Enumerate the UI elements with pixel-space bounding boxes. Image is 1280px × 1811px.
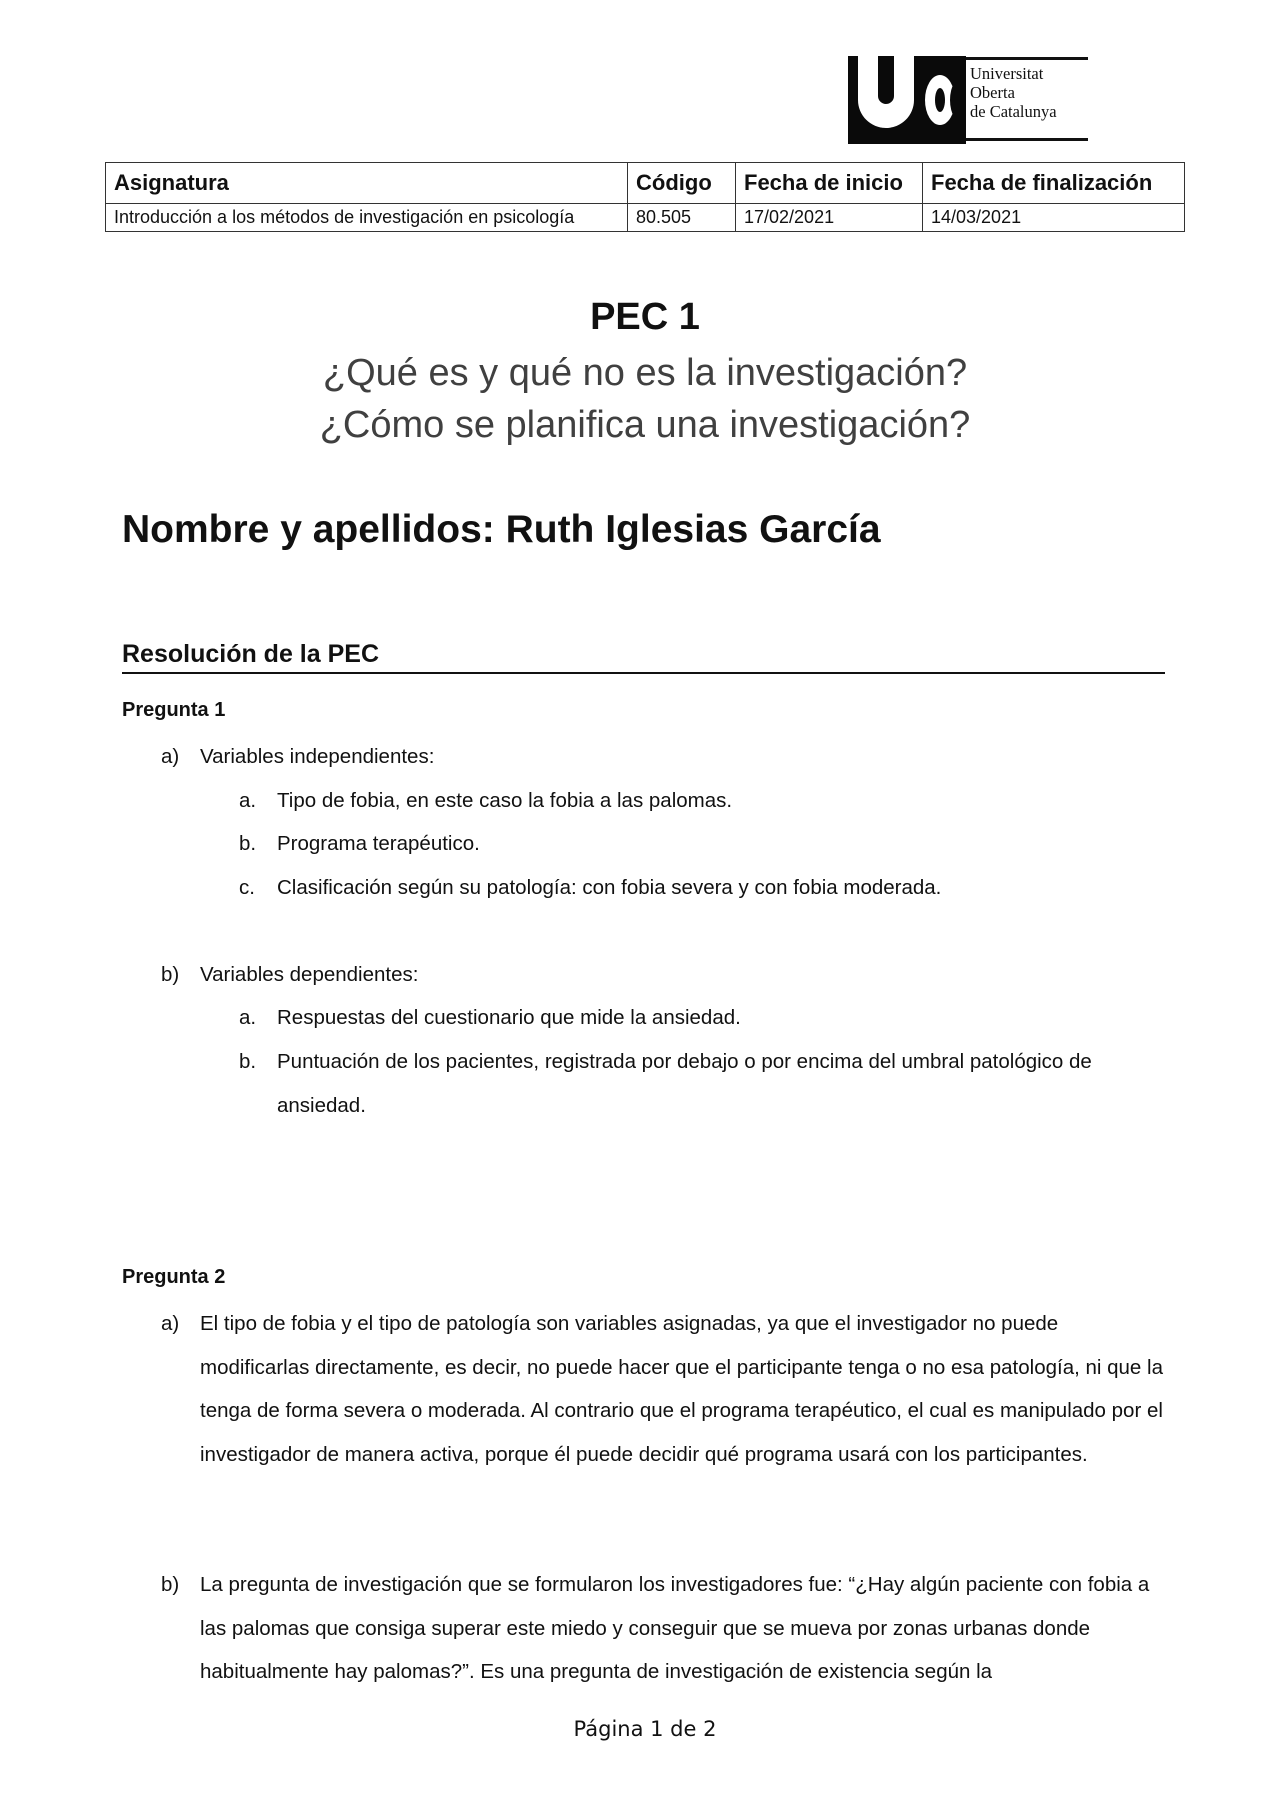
- question-1-title: Pregunta 1: [122, 699, 226, 721]
- list-item: Respuestas del cuestionario que mide la ansiedad.: [277, 1006, 741, 1029]
- q2-a-text: El tipo de fobia y el tipo de patología son variables asignadas, ya que el investigador no puede modificarlas directamente, es decir, no puede hacer que el participante tenga o no esa patología, ni que la tenga de forma severa o moderada. Al contrario que el programa terapéutico, el cual es manipulado por el investigador de manera activa, porque él puede decidir qué programa usará con los participantes.: [200, 1312, 1163, 1466]
- list-item-label: a.: [239, 1006, 257, 1029]
- q1-a-label: a): [161, 745, 180, 768]
- logo-rule-top: [966, 57, 1088, 60]
- table-header-row: [106, 163, 1185, 204]
- q1-b-label: b): [161, 963, 180, 986]
- list-item-label: b.: [239, 1050, 257, 1073]
- q2-b-label: b): [161, 1573, 180, 1596]
- logo-line-3: de Catalunya: [970, 102, 1057, 121]
- q1-a-text: Variables independientes:: [200, 745, 435, 768]
- q2-a-label: a): [161, 1312, 180, 1335]
- list-item-label: c.: [239, 876, 255, 899]
- page-footer: Página 1 de 2: [573, 1717, 717, 1741]
- header-codigo: Código: [628, 163, 736, 204]
- uoc-logo: [848, 56, 1088, 146]
- q1-b-text: Variables dependientes:: [200, 963, 419, 986]
- cell-fecha-finalizacion: 14/03/2021: [923, 204, 1185, 232]
- page-subtitle-2: ¿Cómo se planifica una investigación?: [319, 404, 971, 446]
- list-item: Tipo de fobia, en este caso la fobia a las palomas.: [277, 789, 733, 812]
- cell-fecha-inicio: 17/02/2021: [736, 204, 923, 232]
- cell-codigo: 80.505: [628, 204, 736, 232]
- logo-rule-bottom: [966, 138, 1088, 141]
- list-item: Clasificación según su patología: con fobia severa y con fobia moderada.: [277, 876, 942, 899]
- list-item-label: a.: [239, 789, 257, 812]
- list-item-label: b.: [239, 832, 257, 855]
- question-2-title: Pregunta 2: [122, 1266, 226, 1288]
- student-name: Nombre y apellidos: Ruth Iglesias García: [122, 508, 881, 551]
- list-item: Puntuación de los pacientes, registrada por debajo o por encima del umbral patológico de ansiedad.: [277, 1050, 1092, 1117]
- table-row: [106, 204, 1185, 232]
- course-info-table: [105, 162, 1185, 232]
- q2-b-text: La pregunta de investigación que se formularon los investigadores fue: “¿Hay algún paciente con fobia a las palomas que consiga superar este miedo y conseguir que se mueva por zonas urbanas donde habitualmente hay palomas?”. Es una pregunta de investigación de existencia según la: [200, 1573, 1150, 1683]
- list-item: Programa terapéutico.: [277, 832, 480, 855]
- header-asignatura: Asignatura: [106, 163, 628, 204]
- logo-text: [970, 64, 1057, 121]
- uoc-logo-mark: [848, 56, 966, 144]
- section-heading: Resolución de la PEC: [122, 640, 1165, 674]
- cell-asignatura: Introducción a los métodos de investigación en psicología: [106, 204, 628, 232]
- logo-line-1: Universitat: [970, 64, 1044, 83]
- page-title: PEC 1: [590, 296, 700, 338]
- header-fecha-finalizacion: Fecha de finalización: [923, 163, 1185, 204]
- logo-line-2: Oberta: [970, 83, 1015, 102]
- header-fecha-inicio: Fecha de inicio: [736, 163, 923, 204]
- page-subtitle-1: ¿Qué es y qué no es la investigación?: [322, 352, 968, 394]
